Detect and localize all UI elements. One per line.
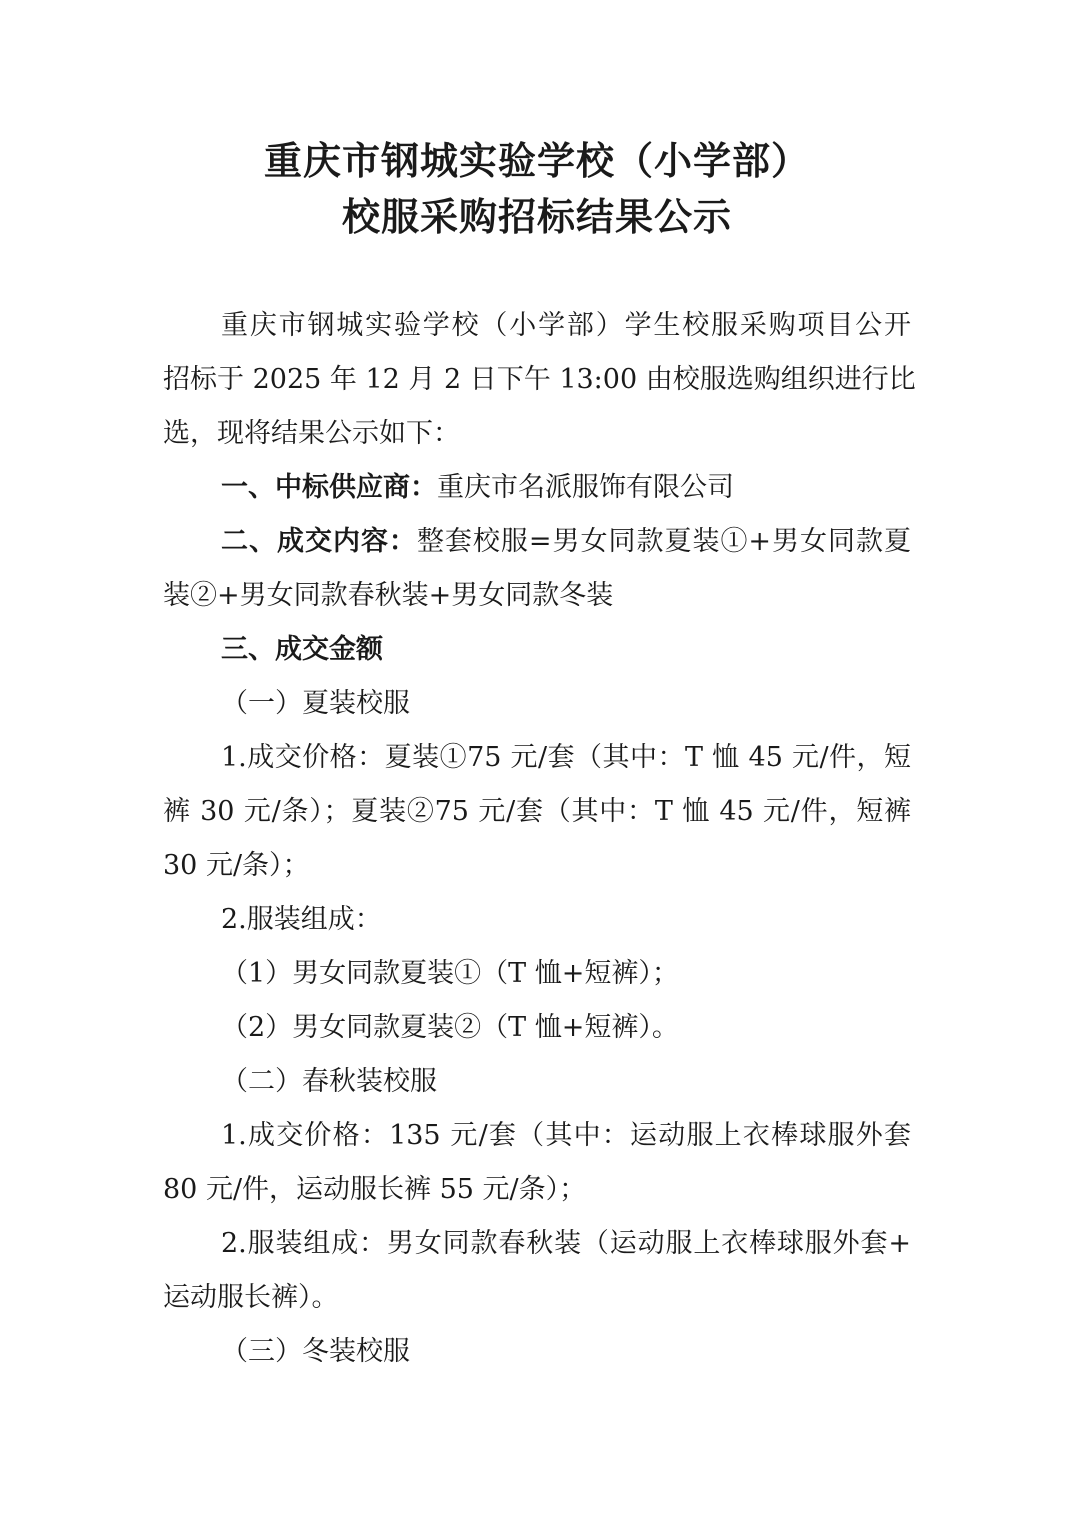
winning-supplier-name: 重庆市名派服饰有限公司: [437, 472, 734, 503]
document-title-line-2: 校服采购招标结果公示: [341, 194, 732, 239]
spring-autumn-composition-line-1: 2.服装组成：男女同款春秋装（运动服上衣棒球服外套+: [221, 1228, 911, 1259]
section-2-content-1: 整套校服=男女同款夏装①+男女同款夏: [416, 526, 912, 557]
section-1-heading: 一、中标供应商：: [221, 472, 437, 503]
spring-autumn-price-line-2: 80 元/件，运动服长裤 55 元/条）；: [163, 1174, 587, 1205]
section-2-line-1: [221, 522, 911, 562]
spring-autumn-composition-line-2: 运动服长裤）。: [163, 1282, 339, 1313]
summer-composition-heading: 2.服装组成：: [221, 904, 382, 935]
intro-line-1: 重庆市钢城实验学校（小学部）学生校服采购项目公开: [221, 310, 911, 341]
section-2-line-2: 装②+男女同款春秋装+男女同款冬装: [163, 580, 614, 611]
spring-autumn-price-line-1: 1.成交价格：135 元/套（其中：运动服上衣棒球服外套: [221, 1120, 911, 1151]
winter-heading: （三）冬装校服: [221, 1336, 410, 1367]
summer-composition-item-2: （2）男女同款夏装②（T 恤+短裤）。: [221, 1012, 679, 1043]
summer-price-line-3: 30 元/条）；: [163, 850, 310, 881]
summer-price-line-2: 裤 30 元/条）；夏装②75 元/套（其中：T 恤 45 元/件，短裤: [163, 796, 911, 827]
section-2-heading: 二、成交内容：: [221, 526, 417, 557]
summer-price-line-1: 1.成交价格：夏装①75 元/套（其中：T 恤 45 元/件，短: [221, 742, 911, 773]
intro-line-3: 选，现将结果公示如下：: [163, 418, 460, 449]
summer-heading: （一）夏装校服: [221, 688, 410, 719]
section-1-paragraph: [221, 468, 734, 508]
section-3-heading: 三、成交金额: [221, 634, 383, 665]
intro-line-2: 招标于 2025 年 12 月 2 日下午 13:00 由校服选购组织进行比: [163, 364, 916, 395]
document-title-line-1: 重庆市钢城实验学校（小学部）: [263, 138, 810, 183]
summer-composition-item-1: （1）男女同款夏装①（T 恤+短裤）；: [221, 958, 679, 989]
spring-autumn-heading: （二）春秋装校服: [221, 1066, 437, 1097]
